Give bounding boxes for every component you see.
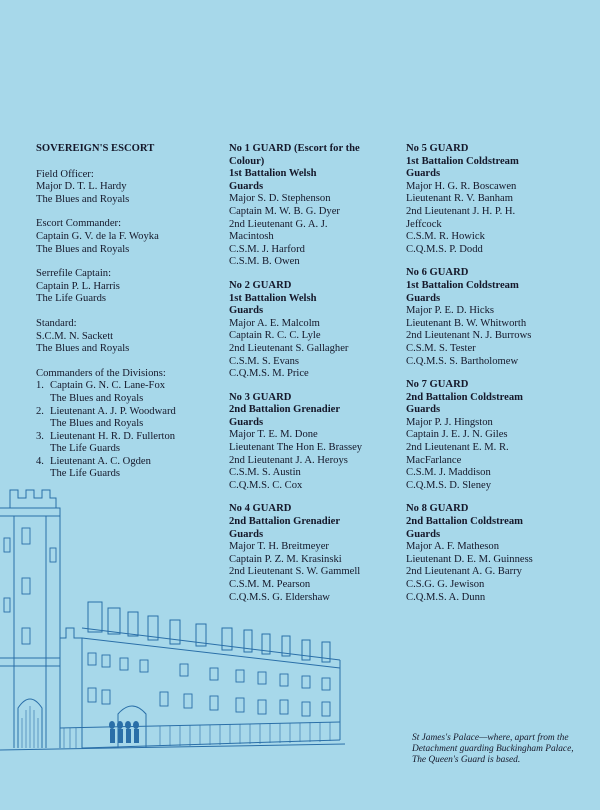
guards-column-5-8: [406, 143, 578, 615]
guard-member: Major A. F. Matheson: [406, 541, 500, 553]
palace-caption: St James's Palace—where, apart from the Detachment guarding Buckingham Palace, The Queen's Guard is based.: [412, 733, 574, 766]
guard-member: Lieutenant B. W. Whitworth: [406, 317, 527, 329]
escort-line: Captain P. L. Harris: [36, 280, 120, 292]
guard-heading-line: Colour): [229, 155, 265, 167]
guard-heading-line: Guards: [406, 404, 441, 416]
escort-line: The Life Guards: [36, 293, 107, 305]
guard-member: C.Q.M.S. S. Bartholomew: [406, 355, 519, 367]
guard-member: C.S.M. M. Pearson: [229, 579, 311, 590]
guard-member: 2nd Lieutenant A. G. Barry: [406, 566, 522, 578]
guard-member: MacFarlance: [406, 454, 462, 466]
guard-member: Major T. E. M. Done: [229, 429, 318, 441]
guard-block: [229, 280, 401, 381]
guard-member: C.S.M. S. Austin: [229, 467, 301, 479]
guard-member: Lieutenant R. V. Banham: [406, 193, 514, 205]
guard-member: Lieutenant The Hon E. Brassey: [229, 442, 363, 454]
guard-heading-line: No 4 GUARD: [229, 503, 292, 515]
guard-heading-line: No 5 GUARD: [406, 143, 469, 154]
escort-line: The Blues and Royals: [36, 193, 130, 205]
guard-heading-line: No 2 GUARD: [229, 279, 292, 291]
guard-member: Captain M. W. B. G. Dyer: [229, 205, 340, 217]
guard-member: 2nd Lieutenant E. M. R.: [406, 442, 509, 454]
division-number: 3.: [36, 430, 44, 442]
guard-member: Major P. E. D. Hicks: [406, 305, 494, 317]
guard-heading-line: Guards: [229, 528, 264, 540]
guard-member: 2nd Lieutenant J. A. Heroys: [229, 454, 348, 466]
guard-member: C.S.M. B. Owen: [229, 256, 300, 268]
guard-member: 2nd Lieutenant S. Gallagher: [229, 342, 349, 354]
guard-member: Macintosh: [229, 231, 274, 243]
guard-member: Major S. D. Stephenson: [229, 193, 331, 205]
guardsmen-figures: [109, 721, 139, 743]
guard-member: 2nd Lieutenant J. H. P. H.: [406, 205, 516, 217]
guard-heading-line: 1st Battalion Coldstream: [406, 279, 519, 291]
guard-block: [406, 143, 578, 256]
guard-member: Major H. G. R. Boscawen: [406, 180, 517, 192]
divisions-block: [36, 368, 224, 481]
guard-heading-line: 2nd Battalion Grenadier: [229, 404, 341, 416]
guard-member: C.S.G. G. Jewison: [406, 579, 485, 590]
serrefile-captain-block: [36, 268, 224, 306]
guard-heading-line: No 7 GUARD: [406, 379, 469, 391]
escort-line: S.C.M. N. Sackett: [36, 330, 114, 342]
divisions-title: Commanders of the Divisions:: [36, 367, 166, 379]
guard-member: 2nd Lieutenant N. J. Burrows: [406, 330, 532, 342]
escort-line: Field Officer:: [36, 168, 94, 180]
guard-heading-line: No 1 GUARD (Escort for the: [229, 143, 360, 154]
guard-member: C.S.M. J. Harford: [229, 243, 305, 255]
guard-heading-line: Guards: [229, 180, 264, 192]
guard-heading-line: Guards: [229, 416, 264, 428]
division-regiment: The Blues and Royals: [50, 418, 144, 430]
guard-heading-line: No 6 GUARD: [406, 267, 469, 279]
guard-block: [406, 267, 578, 368]
division-item: [36, 431, 224, 456]
escort-commander-block: [36, 218, 224, 256]
guard-block: [406, 379, 578, 492]
guard-member: C.Q.M.S. P. Dodd: [406, 243, 483, 255]
guard-block: [406, 503, 578, 604]
division-item: [36, 380, 224, 405]
guard-heading-line: Guards: [406, 528, 441, 540]
division-regiment: The Life Guards: [50, 443, 121, 455]
guard-member: Captain R. C. C. Lyle: [229, 330, 321, 342]
guard-member: Jeffcock: [406, 218, 442, 230]
guard-heading-line: No 8 GUARD: [406, 503, 469, 515]
guard-heading-line: No 3 GUARD: [229, 391, 292, 403]
guard-member: C.Q.M.S. D. Sleney: [406, 479, 492, 491]
guard-heading-line: Guards: [406, 168, 441, 180]
guard-member: 2nd Lieutenant S. W. Gammell: [229, 566, 361, 578]
guard-heading-line: 1st Battalion Coldstream: [406, 155, 519, 167]
guard-member: C.S.M. R. Howick: [406, 231, 485, 243]
guard-member: Major A. E. Malcolm: [229, 317, 320, 329]
guard-heading-line: 1st Battalion Welsh: [229, 168, 317, 180]
guard-member: 2nd Lieutenant G. A. J.: [229, 218, 328, 230]
escort-line: Serrefile Captain:: [36, 268, 112, 280]
guard-member: Major P. J. Hingston: [406, 416, 493, 428]
division-commander: Lieutenant H. R. D. Fullerton: [50, 430, 176, 442]
escort-line: Escort Commander:: [36, 218, 122, 230]
guard-member: Lieutenant D. E. M. Guinness: [406, 553, 533, 565]
sovereigns-escort-column: [36, 143, 224, 493]
escort-line: Major D. T. L. Hardy: [36, 181, 127, 193]
guard-heading-line: 2nd Battalion Grenadier: [229, 516, 341, 528]
guard-member: C.S.M. S. Evans: [229, 355, 300, 367]
escort-line: Standard:: [36, 317, 77, 329]
st-james-palace-illustration: [0, 478, 345, 753]
division-number: 1.: [36, 380, 44, 392]
divisions-list: [36, 380, 224, 481]
guard-member: Major T. H. Breitmeyer: [229, 541, 329, 553]
field-officer-block: [36, 169, 224, 207]
guard-member: C.Q.M.S. M. Price: [229, 368, 309, 380]
guard-heading-line: 2nd Battalion Coldstream: [406, 516, 523, 528]
escort-line: The Blues and Royals: [36, 343, 130, 355]
guard-heading-line: 2nd Battalion Coldstream: [406, 391, 523, 403]
guard-block: [229, 143, 401, 269]
guard-heading-line: Guards: [406, 292, 441, 304]
guard-heading-line: 1st Battalion Welsh: [229, 292, 317, 304]
division-regiment: The Life Guards: [50, 468, 121, 480]
division-commander: Lieutenant A. C. Ogden: [50, 455, 151, 467]
division-item: [36, 406, 224, 431]
division-number: 2.: [36, 405, 44, 417]
escort-title: SOVEREIGN'S ESCORT: [36, 143, 155, 154]
standard-block: [36, 318, 224, 356]
escort-line: Captain G. V. de la F. Woyka: [36, 230, 159, 242]
division-commander: Lieutenant A. J. P. Woodward: [50, 405, 176, 417]
guard-member: C.Q.M.S. C. Cox: [229, 479, 303, 491]
division-regiment: The Blues and Royals: [50, 392, 144, 404]
division-commander: Captain G. N. C. Lane-Fox: [50, 380, 166, 392]
guard-member: Captain P. Z. M. Krasinski: [229, 553, 342, 565]
guard-member: C.S.M. J. Maddison: [406, 467, 491, 479]
division-number: 4.: [36, 455, 44, 467]
guard-member: C.Q.M.S. A. Dunn: [406, 591, 486, 603]
guard-member: C.Q.M.S. G. Eldershaw: [229, 591, 330, 603]
guard-heading-line: Guards: [229, 305, 264, 317]
escort-line: The Blues and Royals: [36, 243, 130, 255]
guard-member: Captain J. E. J. N. Giles: [406, 429, 508, 441]
guard-member: C.S.M. S. Tester: [406, 342, 476, 354]
